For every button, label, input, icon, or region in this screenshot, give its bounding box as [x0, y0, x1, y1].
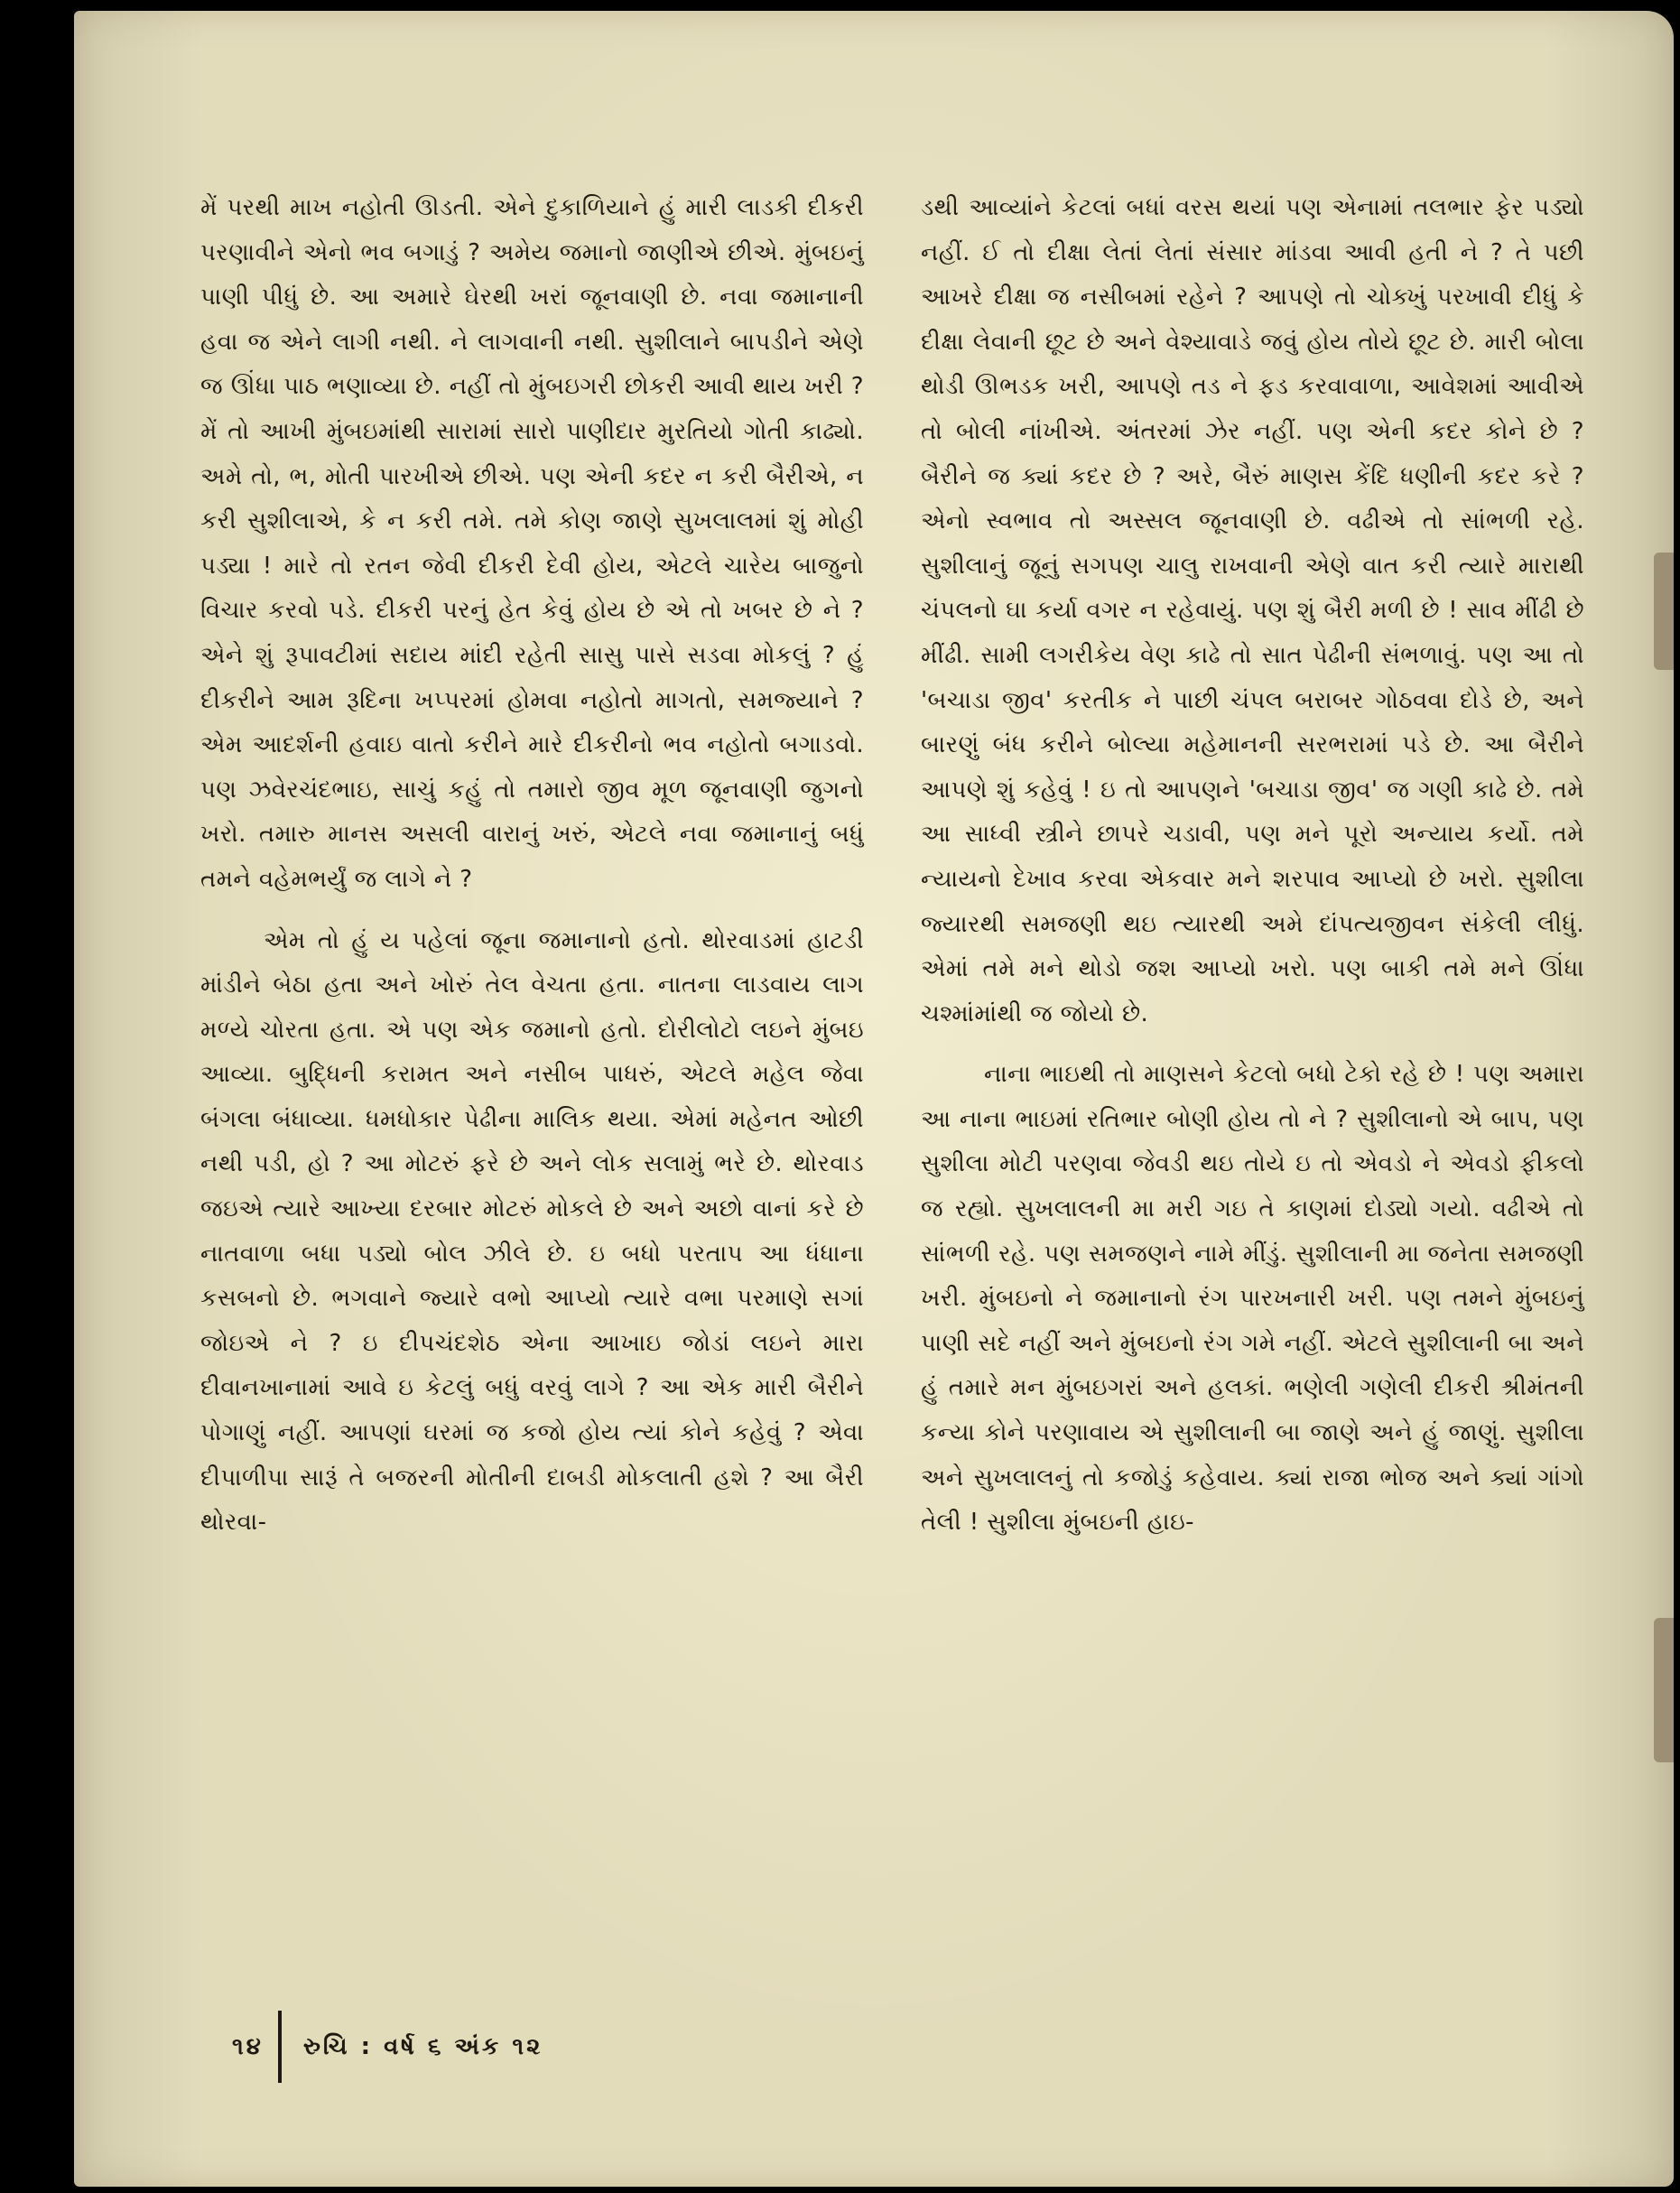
page-edge-tab [1654, 553, 1674, 670]
paragraph: ડથી આવ્યાંને કેટલાં બધાં વરસ થયાં પણ એનામાં તલભાર ફેર પડ્યો નહીં. ઈ તો દીક્ષા લેતાં લેતાં સંસાર માંડવા આવી હતી ને ? તે પછી આખરે દીક્ષા જ નસીબમાં રહેને ? આપણે તો ચોક્ખું પરખાવી દીધું કે દીક્ષા લેવાની છૂટ છે અને વેશ્યાવાડે જવું હોય તોયે છૂટ છે. મારી બોલા થોડી ઊભડક ખરી, આપણે તડ ને ફડ કરવાવાળા, આવેશમાં આવીએ તો બોલી નાંખીએ. અંતરમાં ઝેર નહીં. પણ એની કદર કોને છે ? બૈરીને જ ક્યાં કદર છે ? અરે, બૈરું માણસ કેંદિ ધણીની કદર કરે ? એનો સ્વભાવ તો અસ્સલ જૂનવાણી છે. વઢીએ તો સાંભળી રહે. સુશીલાનું જૂનું સગપણ ચાલુ રાખવાની એણે વાત કરી ત્યારે મારાથી ચંપલનો ઘા કર્યા વગર ન રહેવાયું. પણ શું બૈરી મળી છે ! સાવ મીંઢી છે મીંઢી. સામી લગરીકેય વેણ કાઢે તો સાત પેઢીની સંભળાવું. પણ આ તો 'બચાડા જીવ' કરતીક ને પાછી ચંપલ બરાબર ગોઠવવા દોડે છે, અને બારણું બંધ કરીને બોલ્યા મહેમાનની સરભરામાં પડે છે. આ બૈરીને આપણે શું કહેવું ! ઇ તો આપણને 'બચાડા જીવ' જ ગણી કાઢે છે. તમે આ સાધ્વી સ્ત્રીને છાપરે ચડાવી, પણ મને પૂરો અન્યાય કર્યો. તમે ન્યાયનો દેખાવ કરવા એકવાર મને શરપાવ આપ્યો છે ખરો. સુશીલા જ્યારથી સમજણી થઇ ત્યારથી અમે દાંપત્યજીવન સંકેલી લીધું. એમાં તમે મને થોડો જશ આપ્યો ખરો. પણ બાકી તમે મને ઊંધા ચશ્માંમાંથી જ જોયો છે. [921, 194, 1584, 1027]
paragraph: મેં પરથી માખ નહોતી ઊડતી. એને દુકાળિયાને હું મારી લાડકી દીકરી પરણાવીને એનો ભવ બગાડું ? અમેય જમાનો જાણીએ છીએ. મુંબઇનું પાણી પીધું છે. આ અમારે ઘેરથી ખરાં જૂનવાણી છે. નવા જમાનાની હવા જ એને લાગી નથી. ને લાગવાની નથી. સુશીલાને બાપડીને એણે જ ઊંધા પાઠ ભણાવ્યા છે. નહીં તો મુંબઇગરી છોકરી આવી થાય ખરી ? મેં તો આખી મુંબઇમાંથી સારામાં સારો પાણીદાર મુરતિયો ગોતી કાઢ્યો. અમે તો, ભ, મોતી પારખીએ છીએ. પણ એની કદર ન કરી બૈરીએ, ન કરી સુશીલાએ, કે ન કરી તમે. તમે કોણ જાણે સુખલાલમાં શું મોહી પડ્યા ! મારે તો રતન જેવી દીકરી દેવી હોય, એટલે ચારેય બાજુનો વિચાર કરવો પડે. દીકરી પરનું હેત કેવું હોય છે એ તો ખબર છે ને ? એને શું રૂપાવટીમાં સદાય માંદી રહેતી સાસુ પાસે સડવા મોકલું ? હું દીકરીને આમ રૂદિના ખપ્પરમાં હોમવા નહોતો માગતો, સમજ્યાને ? એમ આદર્શની હવાઇ વાતો કરીને મારે દીકરીનો ભવ નહોતો બગાડવો. પણ ઝવેરચંદભાઇ, સાચું કહું તો તમારો જીવ મૂળ જૂનવાણી જુગનો ખરો. તમારુ માનસ અસલી વારાનું ખરું, એટલે નવા જમાનાનું બધું તમને વહેમભર્યું જ લાગે ને ? [200, 194, 864, 893]
footer-divider [278, 2011, 282, 2083]
page-footer [232, 2006, 543, 2087]
page-edge-tab [1654, 1618, 1674, 1762]
magazine-issue: રુચિ : વર્ષ ૬ અંક ૧૨ [302, 2032, 543, 2060]
left-column [200, 186, 864, 1546]
magazine-page [74, 11, 1674, 2187]
page-number: ૧૪ [232, 2032, 264, 2060]
paragraph: નાના ભાઇથી તો માણસને કેટલો બધો ટેકો રહે છે ! પણ અમારા આ નાના ભાઇમાં રતિભાર બોણી હોય તો ને ? સુશીલાનો એ બાપ, પણ સુશીલા મોટી પરણવા જેવડી થઇ તોયે ઇ તો એવડો ને એવડો ફીકલો જ રહ્યો. સુખલાલની મા મરી ગઇ તે કાણમાં દોડ્યો ગયો. વઢીએ તો સાંભળી રહે. પણ સમજણને નામે મીંડું. સુશીલાની મા જનેતા સમજણી ખરી. મુંબઇનો ને જમાનાનો રંગ પારખનારી ખરી. પણ તમને મુંબઇનું પાણી સદે નહીં અને મુંબઇનો રંગ ગમે નહીં. એટલે સુશીલાની બા અને હું તમારે મન મુંબઇગરાં અને હલકાં. ભણેલી ગણેલી દીકરી શ્રીમંતની કન્યા કોને પરણાવાય એ સુશીલાની બા જાણે અને હું જાણું. સુશીલા અને સુખલાલનું તો કજોડું કહેવાય. ક્યાં રાજા ભોજ અને ક્યાં ગાંગો તેલી ! સુશીલા મુંબઇની હાઇ- [921, 1061, 1584, 1537]
right-column [921, 186, 1584, 1546]
paragraph: એમ તો હું ય પહેલાં જૂના જમાનાનો હતો. થોરવાડમાં હાટડી માંડીને બેઠા હતા અને ખોરું તેલ વેચતા હતા. નાતના લાડવાય લાગ મળ્યે ચોરતા હતા. એ પણ એક જમાનો હતો. દોરીલોટો લઇને મુંબઇ આવ્યા. બુદ્ધિની કરામત અને નસીબ પાધરું, એટલે મહેલ જેવા બંગલા બંધાવ્યા. ધમધોકાર પેઢીના માલિક થયા. એમાં મહેનત ઓછી નથી પડી, હો ? આ મોટરું ફરે છે અને લોક સલામું ભરે છે. થોરવાડ જઇએ ત્યારે આખ્યા દરબાર મોટરું મોકલે છે અને અછો વાનાં કરે છે નાતવાળા બધા પડ્યો બોલ ઝીલે છે. ઇ બધો પરતાપ આ ધંધાના કસબનો છે. ભગવાને જ્યારે વભો આપ્યો ત્યારે વભા પરમાણે સગાં જોઇએ ને ? ઇ દીપચંદશેઠ એના આખાઇ જોડાં લઇને મારા દીવાનખાનામાં આવે ઇ કેટલું બધું વરવું લાગે ? આ એક મારી બૈરીને પોગાણું નહીં. આપણાં ઘરમાં જ કજો હોય ત્યાં કોને કહેવું ? એવા દીપાળીપા સારૂં તે બજરની મોતીની દાબડી મોકલાતી હશે ? આ બૈરી થોરવા- [200, 926, 864, 1537]
